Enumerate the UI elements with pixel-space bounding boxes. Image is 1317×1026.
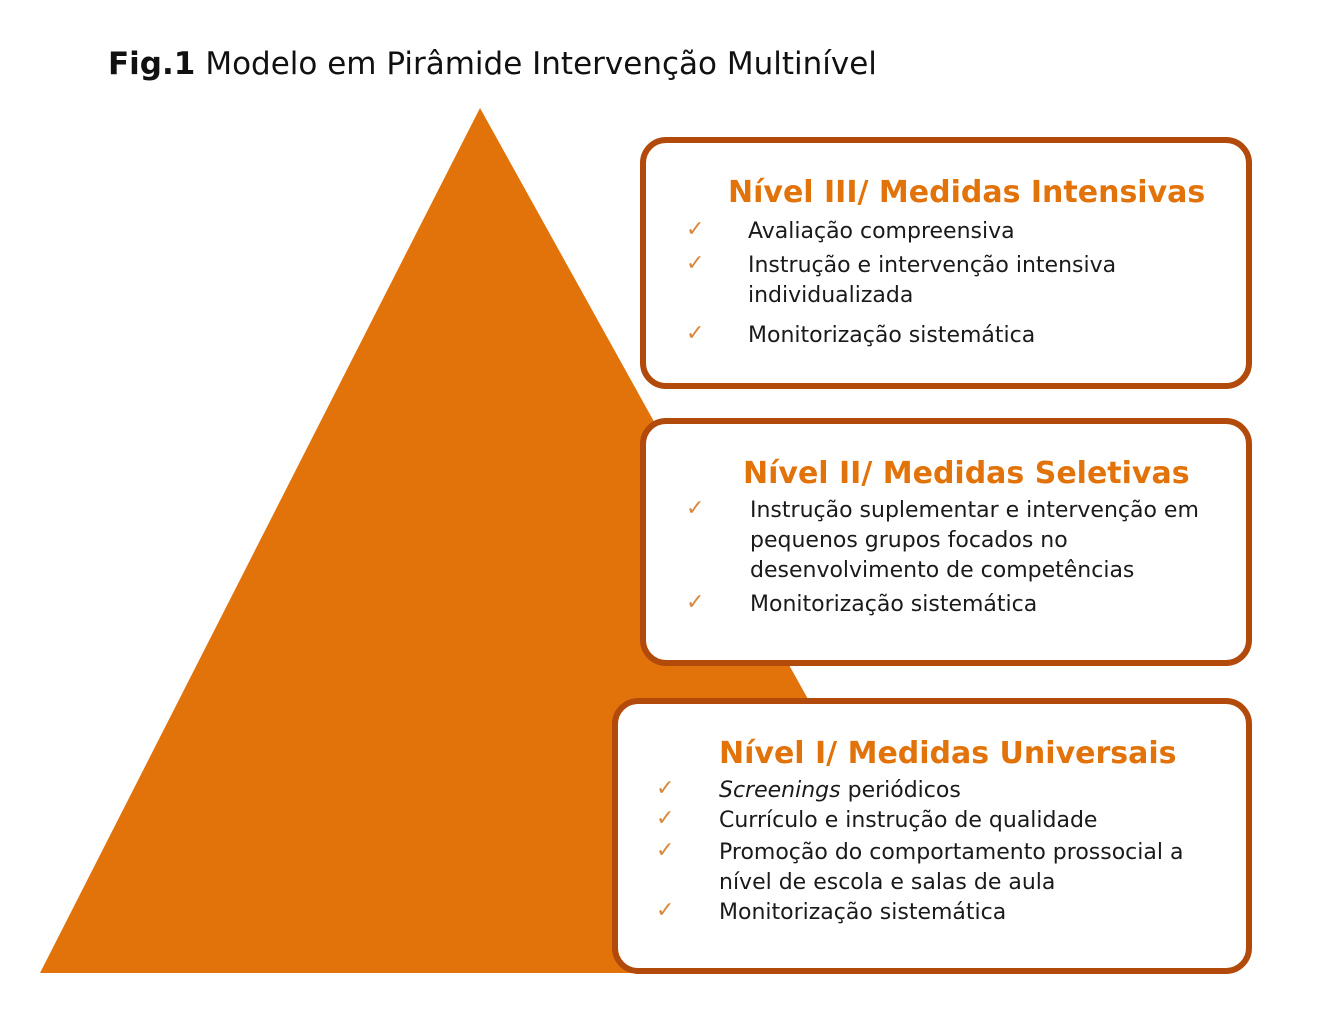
check-icon: ✓ [686,496,705,521]
level-1-box [612,698,1252,974]
level-3-item-3: Monitorização sistemática [748,323,1036,348]
level-1-item-4: Monitorização sistemática [719,900,1007,925]
level-2-box [640,418,1252,666]
check-icon: ✓ [656,898,675,923]
figure-label: Fig.1 [108,46,196,82]
check-icon: ✓ [656,776,675,801]
check-icon: ✓ [686,590,705,615]
level-2-item-2: Monitorização sistemática [750,592,1038,617]
check-icon: ✓ [656,838,675,863]
level-3-item-1: Avaliação compreensiva [748,219,1015,244]
level-3-heading: Nível III/ Medidas Intensivas [728,175,1206,210]
level-1-item-1: Screenings periódicos [719,778,961,803]
level-3-item-2: Instrução e intervenção intensiva individualizada [748,253,1117,308]
level-1-heading: Nível I/ Medidas Universais [719,736,1177,771]
level-2-heading: Nível II/ Medidas Seletivas [743,456,1190,491]
check-icon: ✓ [686,321,705,346]
figure-caption: Modelo em Pirâmide Intervenção Multinível [205,46,877,82]
check-icon: ✓ [656,806,675,831]
level-1-item-2: Currículo e instrução de qualidade [719,808,1098,833]
level-2-item-1: Instrução suplementar e intervenção em pequenos grupos focados no desenvolvimento de competências [750,498,1199,583]
level-1-item-3: Promoção do comportamento prossocial a nível de escola e salas de aula [719,840,1184,895]
level-3-box [640,137,1252,389]
check-icon: ✓ [686,217,705,242]
check-icon: ✓ [686,251,705,276]
